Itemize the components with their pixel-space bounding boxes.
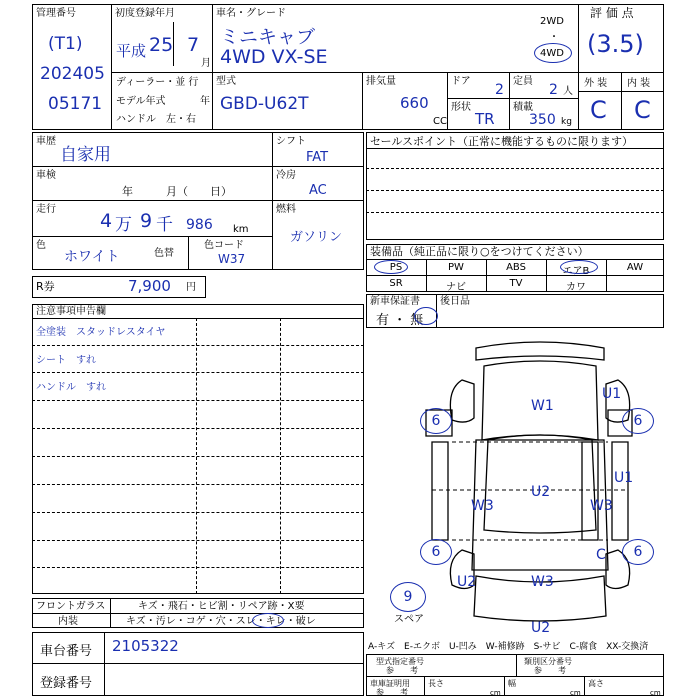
equip-ps: PS <box>389 262 403 273</box>
chassis-value: 2105322 <box>112 637 179 655</box>
name-label: 車名・グレード <box>216 8 286 19</box>
inspection-text: 年 月（ 日） <box>122 185 232 198</box>
mgmt-value-2: 202405 <box>40 64 105 84</box>
header-frame <box>32 4 664 130</box>
sales-title: セールスポイント（正常に機能するものに限ります） <box>370 135 634 148</box>
note-line-3: ハンドル すれ <box>36 382 106 393</box>
width-label: 幅 <box>508 679 516 688</box>
spare-circle: 9 <box>390 582 426 612</box>
reg-year: 25 <box>149 34 174 56</box>
year-unit: 年 <box>200 96 210 107</box>
mark-6-br: 6 <box>622 539 654 565</box>
mark-u2-center: U2 <box>531 484 551 500</box>
reg-number-label: 登録番号 <box>40 676 93 691</box>
recycle-frame <box>32 276 206 298</box>
equip-airbag: エアB <box>562 266 590 277</box>
color-value: ホワイト <box>64 249 120 265</box>
mileage-sen-unit: 千 <box>156 215 173 235</box>
mileage-rest: 986 <box>186 217 213 233</box>
length-unit: cm <box>490 689 501 697</box>
drive-dot: ・ <box>549 32 559 43</box>
mileage-sen: 9 <box>140 210 153 232</box>
equip-airbag-circle <box>560 260 598 274</box>
reg-month: 7 <box>187 34 200 56</box>
mark-w1: W1 <box>531 398 554 414</box>
mark-c-rear: C <box>596 547 606 563</box>
eval-value: (3.5) <box>587 30 644 58</box>
drive-4wd: 4WD <box>540 48 564 59</box>
disp-label: 排気量 <box>366 76 396 87</box>
load-value: 350 <box>529 112 556 128</box>
grade: 4WD VX-SE <box>220 46 328 68</box>
interior-cond-label: 内装 <box>58 616 78 627</box>
after-label: 後日品 <box>440 296 470 307</box>
form-sub: 参 考 <box>386 666 418 675</box>
warranty-none-circle <box>414 307 438 325</box>
length-label: 長さ <box>428 679 444 688</box>
shift-value: FAT <box>306 150 329 165</box>
mark-w3-right: W3 <box>590 498 613 514</box>
height-label: 高さ <box>588 679 604 688</box>
fuel-label: 燃料 <box>276 204 296 215</box>
equip-aw: AW <box>626 262 644 273</box>
drive-2wd: 2WD <box>540 16 564 27</box>
mileage-man-unit: 万 <box>115 215 132 235</box>
capacity-unit: 人 <box>563 86 573 97</box>
interior-cond-opts: キズ・汚レ・コゲ・穴・スレ・キレ・破レ <box>126 616 316 627</box>
mark-w3-rear: W3 <box>531 574 554 590</box>
car-name: ミニキャブ <box>220 26 316 48</box>
exterior-value: C <box>590 96 607 124</box>
mark-6-tr: 6 <box>622 408 654 434</box>
cert-sub: 参 考 <box>376 688 408 697</box>
capacity-value: 2 <box>549 82 558 98</box>
aircon-label: 冷房 <box>276 170 296 181</box>
shape-label: 形状 <box>451 102 471 113</box>
capacity-label: 定員 <box>513 76 533 87</box>
mark-u2-bottom: U2 <box>531 620 551 636</box>
note-line-1: 全塗装 スタッドレスタイヤ <box>36 327 166 338</box>
exterior-label: 外 装 <box>584 78 608 89</box>
mark-u1-mid: U1 <box>614 470 634 486</box>
eval-label: 評 価 点 <box>590 6 634 20</box>
windshield-label: フロントガラス <box>36 601 106 612</box>
type-value: GBD-U62T <box>220 94 309 114</box>
equip-sr: SR <box>389 278 403 289</box>
recycle-value: 7,900 <box>128 277 171 295</box>
equip-pw: PW <box>448 262 464 273</box>
mgmt-value-3: 05171 <box>48 94 103 114</box>
load-label: 積載 <box>513 102 533 113</box>
shift-label: シフト <box>276 136 306 147</box>
color-code-value: W37 <box>218 252 246 266</box>
chassis-label: 車台番号 <box>40 644 93 659</box>
history-label: 車歴 <box>36 136 56 147</box>
era: 平成 <box>116 42 147 60</box>
mark-w3-left: W3 <box>471 498 494 514</box>
color-change-label: 色替 <box>154 248 174 259</box>
height-unit: cm <box>650 689 661 697</box>
disp-unit: CC <box>433 116 447 127</box>
inspection-label: 車検 <box>36 170 56 181</box>
dealer-label: ディーラー・並 行 <box>116 77 199 88</box>
color-label: 色 <box>36 240 46 251</box>
shape-value: TR <box>475 110 495 128</box>
mark-u1-top: U1 <box>602 386 622 402</box>
width-unit: cm <box>570 689 581 697</box>
mileage-man: 4 <box>100 210 113 232</box>
mark-6-bl: 6 <box>420 539 452 565</box>
mgmt-value-1: (T1) <box>48 34 83 54</box>
class-label: 類別区分番号 <box>524 657 572 666</box>
handle-label: ハンドル 左・右 <box>116 114 196 125</box>
drive-4wd-circle <box>534 43 572 63</box>
recycle-unit: 円 <box>186 282 196 293</box>
cert-label: 車庫証明用 <box>370 679 410 688</box>
equip-tv: TV <box>509 278 523 289</box>
doors-label: ドア <box>451 76 471 87</box>
interior-sure-circle <box>252 613 284 628</box>
interior-label: 内 装 <box>627 78 651 89</box>
model-year-label: モデル年式 <box>116 96 166 107</box>
color-code-label: 色コード <box>204 240 244 251</box>
disp-value: 660 <box>400 94 429 112</box>
notes-title: 注意事項申告欄 <box>36 306 106 317</box>
month-unit: 月 <box>201 58 211 69</box>
history-value: 自家用 <box>60 145 111 165</box>
mark-6-tl: 6 <box>420 408 452 434</box>
equip-navi: ナビ <box>446 282 466 293</box>
first-reg-label: 初度登録年月 <box>115 8 175 19</box>
aircon-value: AC <box>309 183 327 198</box>
equip-ps-circle <box>374 260 408 274</box>
mileage-label: 走行 <box>36 204 56 215</box>
mgmt-label: 管理番号 <box>36 8 76 19</box>
interior-value: C <box>634 96 651 124</box>
equipment-title: 装備品（純正品に限り○をつけてください） <box>370 245 589 258</box>
fuel-value: ガソリン <box>290 230 343 245</box>
equip-abs: ABS <box>506 262 526 273</box>
windshield-opts: キズ・飛石・ヒビ割・リペア跡・X要 <box>138 601 305 612</box>
warranty-label: 新車保証書 <box>370 296 420 307</box>
mileage-unit: km <box>233 224 249 235</box>
doors-value: 2 <box>495 82 504 98</box>
class-sub: 参 考 <box>534 666 566 675</box>
damage-legend: A-キズ E-エクボ U-凹み W-補修跡 S-サビ C-腐食 XX-交換済 <box>368 642 649 652</box>
type-label: 型式 <box>216 76 236 87</box>
form-label: 型式指定番号 <box>376 657 424 666</box>
notes-frame <box>32 304 364 594</box>
warranty-value: 有 ・ 無 <box>376 313 424 328</box>
equip-leather: カワ <box>566 282 586 293</box>
recycle-label: R券 <box>36 280 55 293</box>
mark-u2-left: U2 <box>457 574 477 590</box>
note-line-2: シート すれ <box>36 355 96 366</box>
spare-label: スペア <box>394 614 424 625</box>
load-unit: kg <box>561 117 572 127</box>
